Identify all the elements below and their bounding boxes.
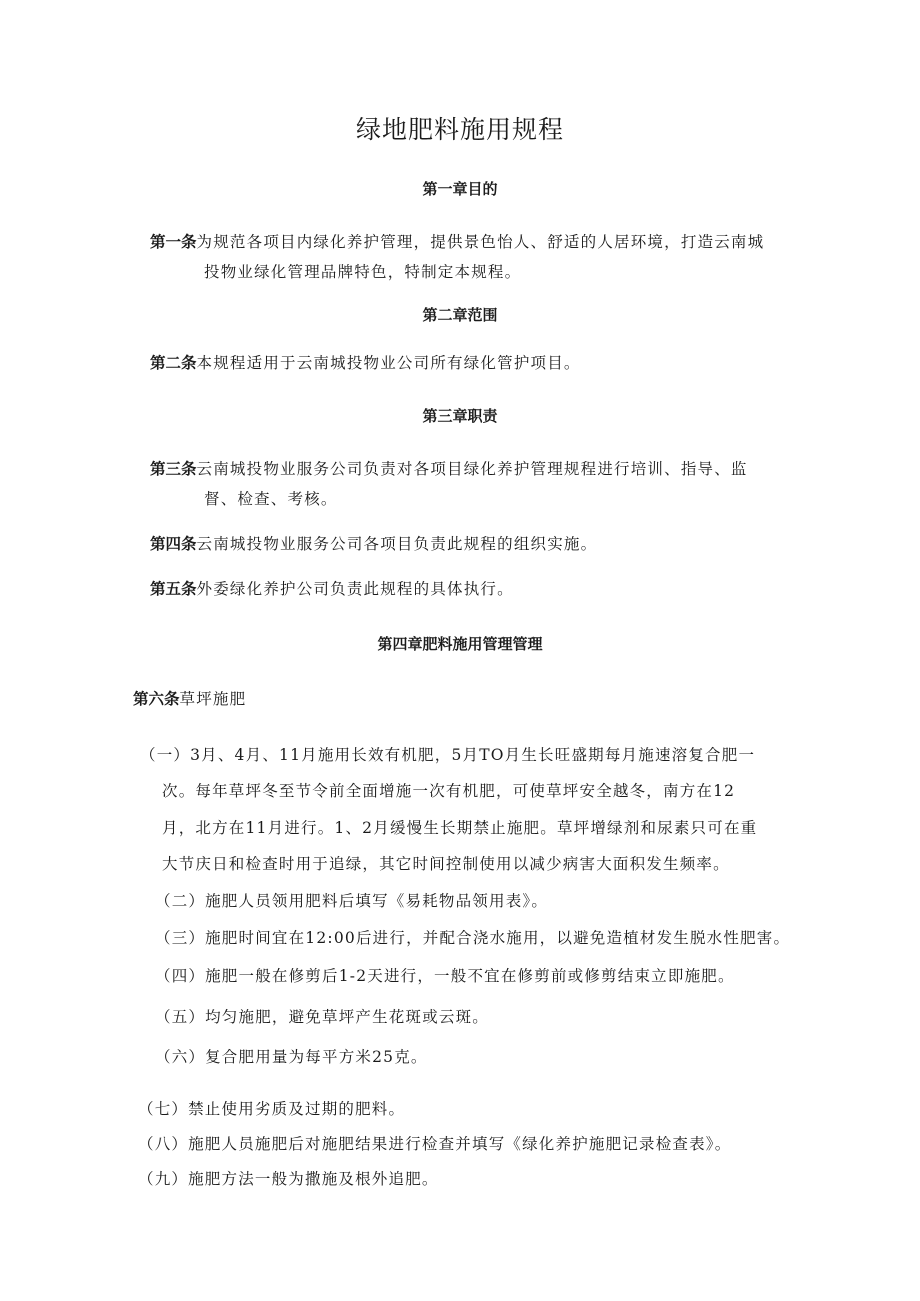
item-9: （九）施肥方法一般为撒施及根外追肥。 <box>138 1170 439 1188</box>
article-text: 为规范各项目内绿化养护管理，提供景色怡人、舒适的人居环境，打造云南城 <box>196 233 765 251</box>
item-5: （五）均匀施肥，避免草坪产生花斑或云斑。 <box>155 1008 490 1026</box>
article-label: 第六条 <box>133 690 180 708</box>
chapter-heading-4: 第四章肥料施用管理管理 <box>377 635 543 653</box>
article-6-line-1 <box>133 687 246 709</box>
article-3-line-2: 督、检查、考核。 <box>204 490 338 508</box>
article-text: 云南城投物业服务公司负责对各项目绿化养护管理规程进行培训、指导、监 <box>196 460 748 478</box>
item-2: （二）施肥人员领用肥料后填写《易耗物品领用表》。 <box>155 892 549 910</box>
item-1-line-4: 大节庆日和检查时用于追绿，其它时间控制使用以减少病害大面积发生频率。 <box>162 855 730 873</box>
item-1-line-3: 月，北方在11月进行。1、2月缓慢生长期禁止施肥。草坪增绿剂和尿素只可在重 <box>162 819 758 837</box>
item-4: （四）施肥一般在修剪后1-2天进行，一般不宜在修剪前或修剪结束立即施肥。 <box>155 967 735 985</box>
item-6: （六）复合肥用量为每平方米25克。 <box>155 1048 428 1066</box>
article-label: 第四条 <box>150 535 197 553</box>
chapter-heading-1: 第一章目的 <box>422 180 498 198</box>
article-text: 草坪施肥 <box>179 690 247 708</box>
article-4-line-1 <box>150 532 597 554</box>
article-1-line-2: 投物业绿化管理品牌特色，特制定本规程。 <box>204 263 522 281</box>
article-label: 第二条 <box>150 354 197 372</box>
article-label: 第五条 <box>150 580 197 598</box>
article-5-line-1 <box>150 577 514 599</box>
chapter-heading-3: 第三章职责 <box>422 407 498 425</box>
document-title: 绿地肥料施用规程 <box>355 115 564 144</box>
item-8: （八）施肥人员施肥后对施肥结果进行检查并填写《绿化养护施肥记录检查表》。 <box>138 1135 732 1153</box>
article-text: 云南城投物业服务公司各项目负责此规程的组织实施。 <box>196 535 598 553</box>
article-text: 本规程适用于云南城投物业公司所有绿化管护项目。 <box>196 354 581 372</box>
chapter-heading-2: 第二章范围 <box>422 306 498 324</box>
item-3: （三）施肥时间宜在12:00后进行，并配合浇水施用，以避免造植材发生脱水性肥害。 <box>155 929 791 947</box>
article-label: 第三条 <box>150 460 197 478</box>
article-2-line-1 <box>150 351 581 373</box>
item-1-line-2: 次。每年草坪冬至节令前全面增施一次有机肥，可使草坪安全越冬，南方在12 <box>162 782 736 800</box>
article-label: 第一条 <box>150 233 197 251</box>
article-3-line-1 <box>150 457 748 479</box>
item-1-line-1: （一）3月、4月、11月施用长效有机肥，5月TO月生长旺盛期每月施速溶复合肥一 <box>140 746 756 764</box>
item-7: （七）禁止使用劣质及过期的肥料。 <box>138 1100 406 1118</box>
article-1-line-1 <box>150 230 764 252</box>
article-text: 外委绿化养护公司负责此规程的具体执行。 <box>196 580 514 598</box>
